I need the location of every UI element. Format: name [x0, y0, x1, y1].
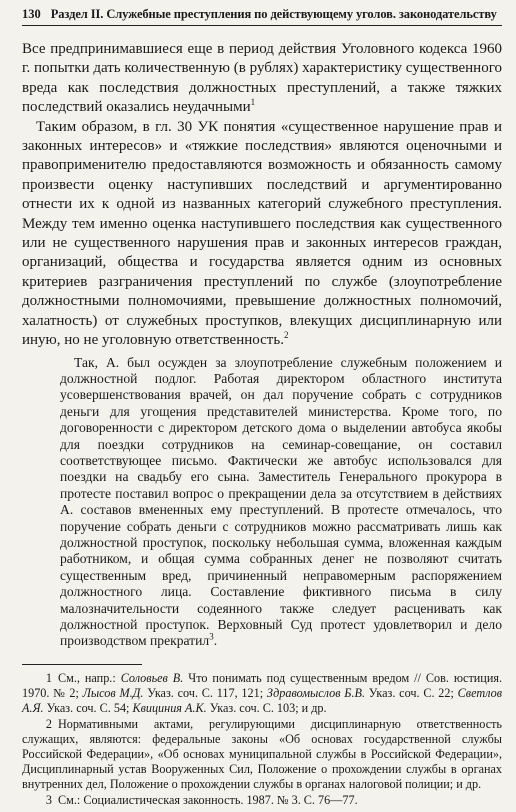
- footnote-text: Указ. соч. С. 103; и др.: [206, 700, 327, 715]
- paragraph-1: [22, 40, 502, 118]
- footnote-3: [22, 793, 502, 808]
- paragraph-1-text: Все предпринимавшиеся еще в период действия Уголовного кодекса 1960 г. попытки дать количественную (в рублях) характеристику существенного вреда как последствия должностных преступлений, а также тяжких последствий оказались неудачными: [22, 41, 502, 116]
- footnote-ref-2: 2: [283, 330, 289, 341]
- footnote-author: Светлов А.Я.: [22, 685, 502, 715]
- footnote-ref-1: 1: [250, 97, 256, 108]
- running-header: [22, 6, 502, 26]
- footnote-author: Лысов М.Д.: [82, 685, 144, 700]
- footnote-text: Что понимать под существенным вредом // Сов. юстиция. 1970. № 2;: [22, 670, 502, 700]
- footnote-author: Соловьев В.: [120, 670, 184, 685]
- paragraph-2: Таким образом, в гл. 30 УК понятия «существенное нарушение прав и законных интересов» и «тяжкие последствия» являются оценочными и правоприменителю предоставляются возможность и обязанность самому произвести оценку наступивших последствий и аргументированно отнести их к одной из названных категорий служебного преступления. Между тем именно оценка наступившего последствия как существенного или не существенного нарушения прав и законных интересов граждан, организаций, общества и государства является одним из основных критериев разграничения преступлений по службе (злоупотребление должностными полномочиями, превышение должностных полномочий, халатность) от служебных проступков, влекущих дисциплинарную или иную, но не уголовную ответственность.$^2$: [22, 118, 502, 349]
- footnote-text: См., напр.:: [58, 670, 121, 685]
- footnote-2: [22, 717, 502, 792]
- footnotes: [22, 671, 502, 808]
- footnote-ref-3: 3: [209, 631, 214, 642]
- footnote-number: 3: [45, 792, 52, 807]
- footnote-number: 2: [45, 716, 52, 731]
- case-example: Так, А. был осужден за злоупотребление служебным положением и должностной подлог. Работая директором областного института усовершенствования врачей, он дал поручение собрать с сотрудников деньги для угощения представителей министерства. Кроме того, по договоренности с директором детского дома о выделении автобуса якобы для поездки сотрудников на семинар-совещание, он составил соответствующее письмо. Фактически же автобус использовался для поездки на свадьбу его сына. Заместитель Генерального прокурора в протесте поставил вопрос о прекращении дела за отсутствием в действиях А. составов вмененных ему преступлений. В протесте отмечалось, что поручение собрать деньги с сотрудников можно рассматривать лишь как должностной проступок, поскольку небольшая сумма, вложенная каждым работником, и общая сумма собранных денег не позволяют считать существенным вред, причиненный неправомерным распоряжением должностного лица. Составление фиктивного письма в силу малозначительности содеянного также следует расценивать как должностной проступок. Верховный Суд протест удовлетворил и дело производством прекратил$^3$.: [60, 354, 502, 649]
- footnote-text: См.: Социалистическая законность. 1987. № 3. С. 76—77.: [58, 792, 358, 807]
- footnote-author: Квициния А.К.: [132, 700, 207, 715]
- footnote-text: Нормативными актами, регулирующими дисциплинарную ответственность служащих, являются: федеральные законы «Об основах государственной службы Российской Федерации», «Об основах муниципальной службы в Российской Федерации», Дисциплинарный устав Вооруженных Сил, Положение о прохождении службы в органах внутренних дел, Положение о прохождении службы в органах налоговой полиции; и др.: [22, 716, 502, 791]
- footnote-1: [22, 671, 502, 716]
- case-example-text: Так, А. был осужден за злоупотребление служебным положением и должностной подлог. Работая директором областного института усовершенствования врачей, он дал поручение собрать с сотрудников деньги для угощения представителей министерства. Кроме того, по договоренности с директором детского дома о выделении автобуса якобы для поездки сотрудников на семинар-совещание, он составил соответствующее письмо. Фактически же автобус использовался для поездки на свадьбу его сына. Заместитель Генерального прокурора в протесте поставил вопрос о прекращении дела за отсутствием в действиях А. составов вмененных ему преступлений. В протесте отмечалось, что поручение собрать деньги с сотрудников можно рассматривать лишь как должностной проступок, поскольку небольшая сумма, вложенная каждым работником, и общая сумма собранных денег не позволяют считать существенным вред, причиненный неправомерным распоряжением должностного лица. Составление фиктивного письма в силу малозначительности содеянного также следует расценивать как должностной проступок. Верховный Суд протест удовлетворил и дело производством прекратил: [60, 354, 502, 649]
- page-number: 130: [22, 7, 41, 21]
- footnote-separator: [22, 664, 142, 665]
- footnote-author: Здравомыслов Б.В.: [266, 685, 366, 700]
- footnote-number: 1: [45, 670, 52, 685]
- footnote-text: Указ. соч. С. 22;: [365, 685, 458, 700]
- book-page: [22, 6, 502, 809]
- running-title: Раздел II. Служебные преступления по действующему уголов. законодательству: [50, 7, 497, 21]
- paragraph-2-text: Таким образом, в гл. 30 УК понятия «существенное нарушение прав и законных интересов» и «тяжкие последствия» являются оценочными и правоприменителю предоставляются возможность и обязанность самому произвести оценку наступивших последствий и аргументированно отнести их к одной из названных категорий служебного преступления. Между тем именно оценка наступившего последствия как существенного или не существенного нарушения прав и законных интересов граждан, организаций, общества и государства является одним из основных критериев разграничения преступлений по службе (злоупотребление должностными полномочиями, превышение должностных полномочий, халатность) от служебных проступков, влекущих дисциплинарную или иную, но не уголовную ответственность: [22, 118, 502, 349]
- footnote-text: Указ. соч. С. 54;: [43, 700, 133, 715]
- main-text: [22, 40, 502, 351]
- footnote-text: Указ. соч. С. 117, 121;: [143, 685, 267, 700]
